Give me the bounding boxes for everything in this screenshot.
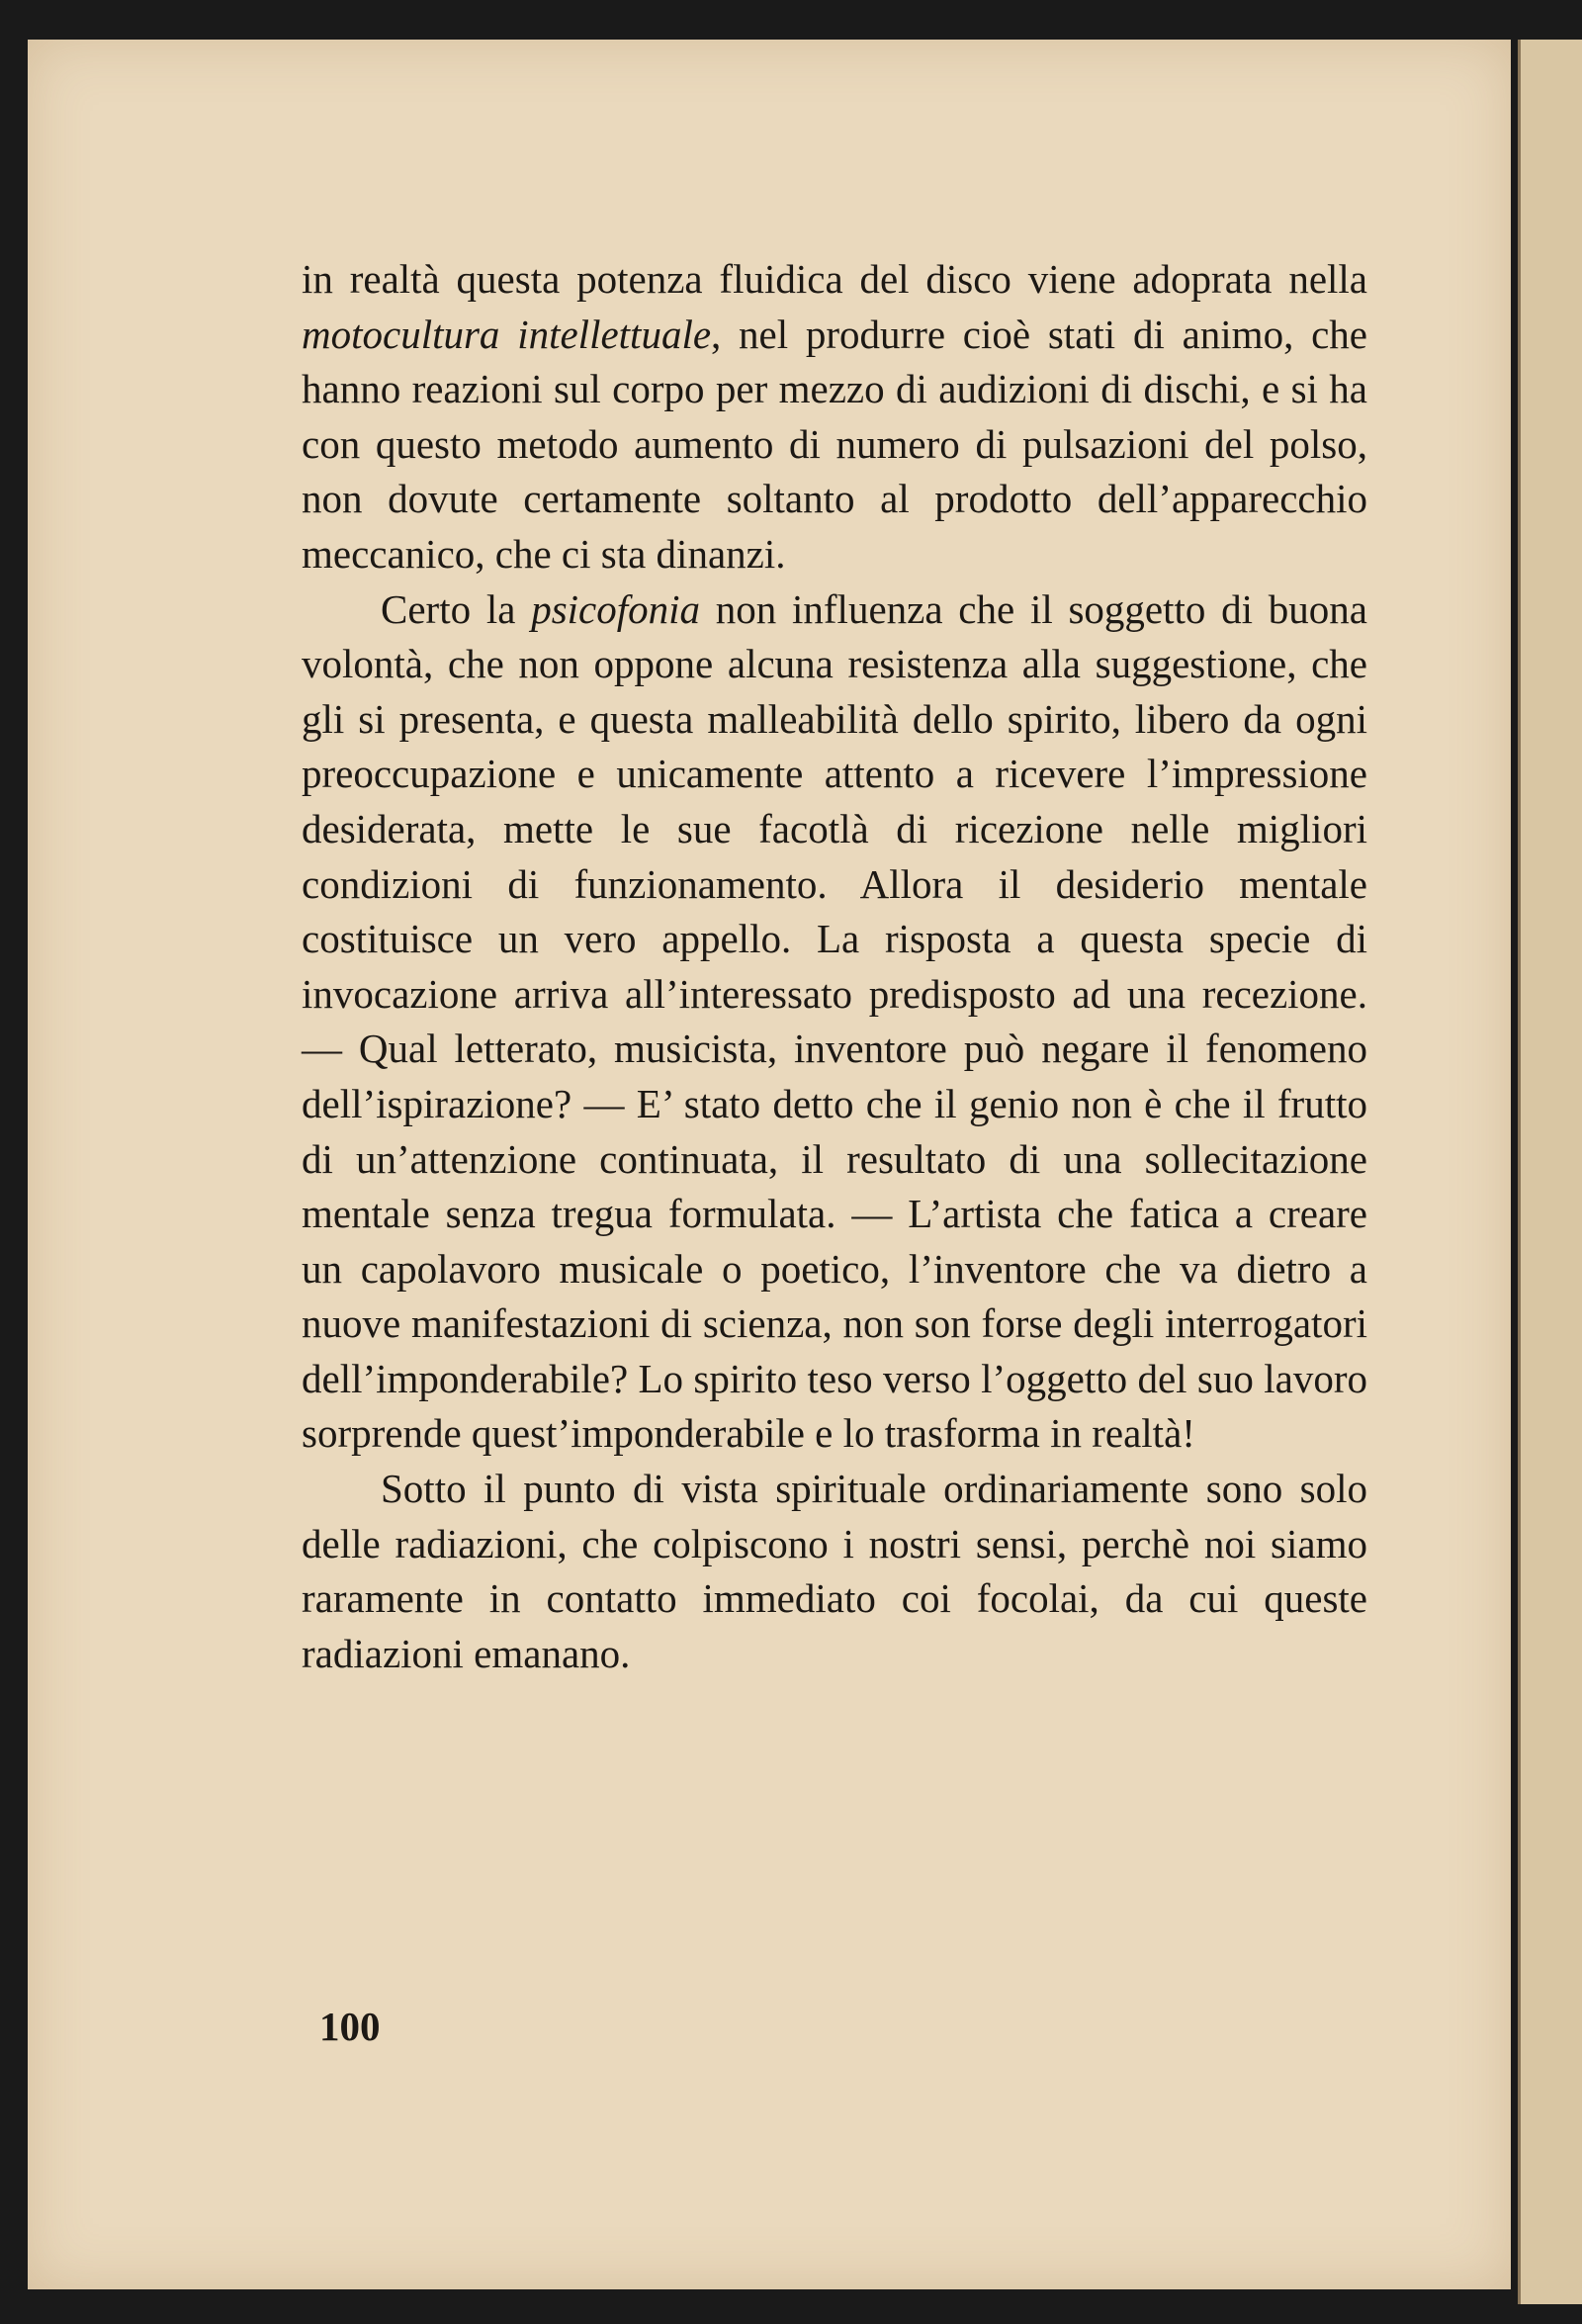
body-text — [302, 252, 1367, 1681]
paragraph-2-part-3: non influenza che il soggetto di buona volontà, che non oppone alcuna resistenza alla suggestione, che gli si presenta, e questa malleabilità dello spirito, libero da ogni preoccupazione e unicamente attento a ricevere l’impressione desiderata, mette le sue facotlà di ricezione nelle migliori condizioni di funzionamento. Allora il desiderio mentale costituisce un vero appello. La risposta a questa specie di invocazione arriva all’interessato predisposto ad una recezione. — Qual letterato, musicista, inventore può negare il fenomeno dell’ispirazione? — E’ stato detto che il genio non è che il frutto di un’attenzione continuata, il resultato di una sollecitazione mentale senza tregua formulata. — L’artista che fatica a creare un capolavoro musicale o poetico, l’inventore che va dietro a nuove manifestazioni di scienza, non son forse degli interrogatori dell’imponderabile? Lo spirito teso verso l’oggetto del suo lavoro sorprende quest’imponderabile e lo trasforma in realtà! — [302, 585, 1367, 1457]
paragraph-3 — [302, 1462, 1367, 1681]
next-page-edge — [1518, 40, 1582, 2304]
paragraph-1 — [302, 252, 1367, 582]
paragraph-2 — [302, 582, 1367, 1463]
paragraph-3-text: Sotto il punto di vista spirituale ordinariamente sono solo delle radiazioni, che colpiscono i nostri sensi, perchè noi siamo raramente in contatto immediato coi focolai, da cui queste radiazioni emanano. — [302, 1466, 1367, 1676]
page-number: 100 — [319, 2004, 381, 2049]
paragraph-1-italic-motocultura: motocultura intellettuale — [302, 311, 712, 357]
paragraph-2-italic-psicofonia: psicofonia — [531, 585, 701, 632]
paragraph-1-part-3: , nel produrre cioè stati di animo, che hanno reazioni sul corpo per mezzo di audizioni di dischi, e si ha con questo metodo aumento di numero di pulsazioni del polso, non dovute certamente soltanto al prodotto dell’apparecchio meccanico, che ci sta dinanzi. — [302, 311, 1367, 577]
paragraph-2-part-1: Certo la — [381, 585, 532, 632]
paragraph-1-part-1: in realtà questa potenza fluidica del disco viene adoprata nella — [302, 256, 1367, 302]
